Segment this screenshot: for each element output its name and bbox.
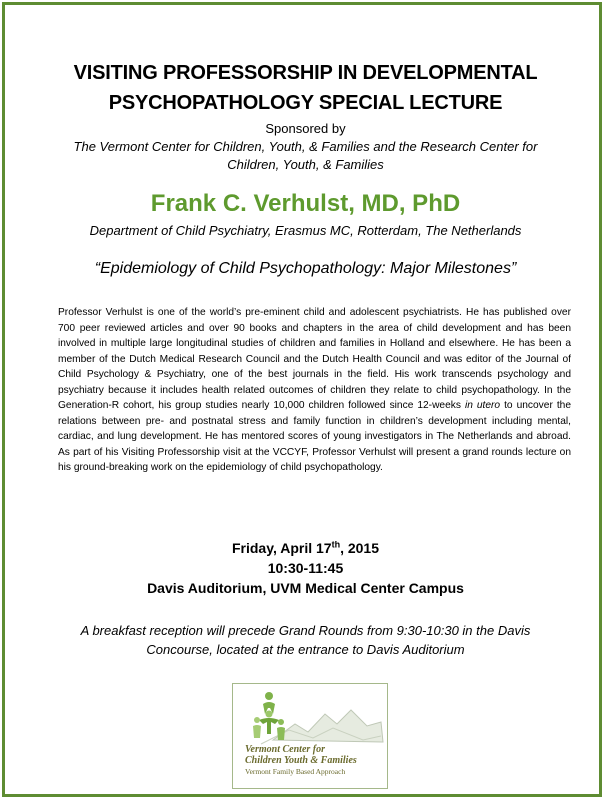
speaker-name: Frank C. Verhulst, MD, PhD [150,190,461,217]
date-year: , 2015 [340,540,380,556]
logo-line-2: Children Youth & Families [245,755,357,766]
vccyf-logo [232,683,388,789]
reception-note: A breakfast reception will precede Grand Rounds from 9:30-10:30 in the Davis Concourse, located at the entrance to Davis Auditorium [80,623,531,657]
title-line-2: PSYCHOPATHOLOGY SPECIAL LECTURE [108,92,503,114]
date-text: Friday, April 17 [231,540,332,556]
event-details [0,538,611,598]
event-time: 10:30-11:45 [267,560,344,576]
date-ordinal: th [331,539,341,550]
bio-italic-term: in utero [464,400,501,411]
logo-line-1: Vermont Center for [245,744,326,755]
event-date [0,538,611,558]
event-location: Davis Auditorium, UVM Medical Center Campus [147,580,464,596]
sponsors-text: The Vermont Center for Children, Youth, & Families and the Research Center for Children, Youth, & Families [73,139,538,172]
speaker-department: Department of Child Psychiatry, Erasmus MC, Rotterdam, The Netherlands [89,223,522,238]
lecture-title [0,58,611,118]
logo-line-3: Vermont Family Based Approach [245,767,346,776]
talk-title: “Epidemiology of Child Psychopathology: Major Milestones” [94,260,517,277]
bio-text-part-2: to uncover the relations between pre- and postnatal stress and family function in children’s development including mental, cardiac, and lung development. He has mentored scores of young investigators in The Netherlands and abroad. As part of his Visiting Professorship visit at the VCCYF, Professor Verhulst will present a grand rounds lecture on his ground-breaking work on the epidemiology of child psychopathology. [58,400,571,473]
speaker-bio [58,305,571,476]
sponsored-by-label: Sponsored by [265,121,346,136]
bio-text-part-1: Professor Verhulst is one of the world’s pre-eminent child and adolescent psychiatrists. He has published over 700 peer reviewed articles and over 90 books and chapters in the area of child development and has been involved in multiple large longitudinal studies of children and families in Holland and elsewhere. He has been a member of the Dutch Medical Research Council and the Dutch Health Council and was editor of the Journal of Child Psychology & Psychiatry, one of the best journals in the field. His work transcends psychology and psychiatry because it includes health related outcomes of children they relate to child psychopathology. In the Generation-R cohort, his group studies nearly 10,000 children followed since 12-weeks [58,307,571,411]
title-line-1: VISITING PROFESSORSHIP IN DEVELOPMENTAL [73,62,538,84]
